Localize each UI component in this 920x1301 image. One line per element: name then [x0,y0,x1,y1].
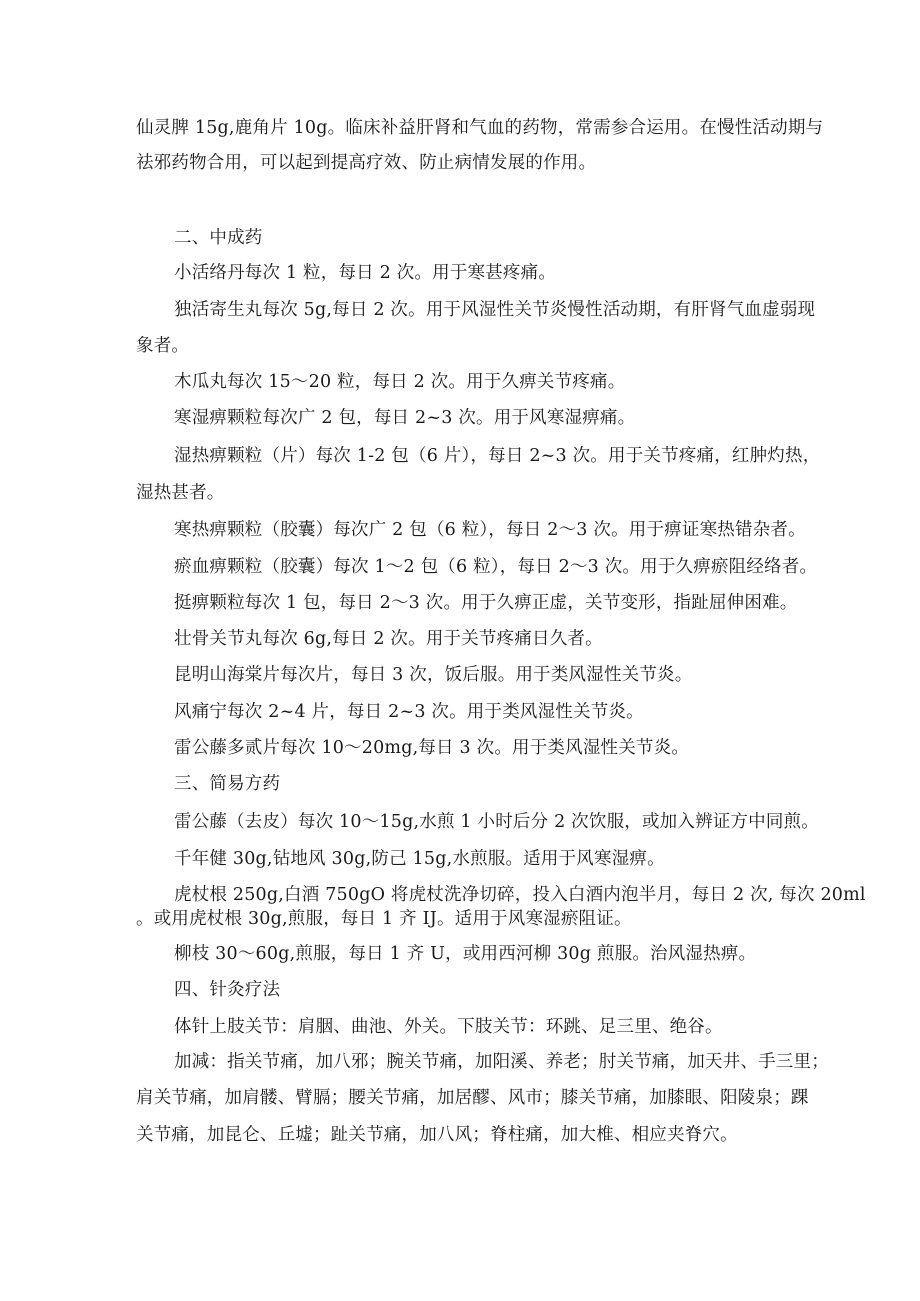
paragraph-line: 加减：指关节痛，加八邪；腕关节痛，加阳溪、养老；肘关节痛，加天井、手三里； [174,1052,829,1072]
section-heading: 二、中成药 [174,228,263,248]
paragraph-line: 寒热痹颗粒（胶囊）每次广 2 包（6 粒），每日 2～3 次。用于痹证寒热错杂者。 [174,520,806,540]
paragraph-line: 肩关节痛，加肩髅、臂膈；腰关节痛，加居醪、风市；膝关节痛，加膝眼、阳陵泉；踝 [136,1088,809,1108]
paragraph-line: 挺痹颗粒每次 1 包，每日 2～3 次。用于久痹正虚，关节变形，指趾屈伸困难。 [174,593,798,613]
paragraph-line: 千年健 30g,钻地风 30g,防己 15g,水煎服。适用于风寒湿痹。 [174,849,665,869]
paragraph-line: 象者。 [136,336,190,356]
section-heading: 三、简易方药 [174,774,281,794]
paragraph-line: 柳枝 30～60g,煎服，每日 1 齐 U，或用西河柳 30g 煎服。治风湿热痹。 [174,944,757,964]
paragraph-line: 小活络丹每次 1 粒，每日 2 次。用于寒甚疼痛。 [174,263,557,283]
paragraph-line: 祛邪药物合用，可以起到提高疗效、防止病情发展的作用。 [136,153,597,173]
section-heading: 四、针灸疗法 [174,980,281,1000]
paragraph-line: 湿热甚者。 [136,483,225,503]
paragraph-line: 。或用虎杖根 30g,煎服，每日 1 齐 IJ。适用于风寒湿瘀阻证。 [136,909,632,929]
paragraph-line: 木瓜丸每次 15～20 粒，每日 2 次。用于久痹关节疼痛。 [174,372,626,392]
paragraph-line: 瘀血痹颗粒（胶囊）每次 1～2 包（6 粒），每日 2～3 次。用于久痹瘀阻经络者。 [174,557,818,577]
paragraph-line: 风痛宁每次 2~4 片，每日 2~3 次。用于类风湿性关节炎。 [174,702,644,722]
paragraph-line: 壮骨关节丸每次 6g,每日 2 次。用于关节疼痛日久者。 [174,629,603,649]
paragraph-line: 关节痛，加昆仑、丘墟；趾关节痛，加八风；脊柱痛，加大椎、相应夹脊穴。 [136,1125,738,1145]
paragraph-line: 昆明山海棠片每次片，每日 3 次，饭后服。用于类风湿性关节炎。 [174,665,693,685]
paragraph-line: 寒湿痹颗粒每次广 2 包，每日 2~3 次。用于风寒湿痹痛。 [174,408,636,428]
paragraph-line: 湿热痹颗粒（片）每次 1-2 包（6 片），每日 2~3 次。用于关节疼痛，红肿灼热， [174,446,821,466]
paragraph-line: 雷公藤多贰片每次 10～20mg,每日 3 次。用于类风湿性关节炎。 [174,738,690,758]
paragraph-line: 独活寄生丸每次 5g,每日 2 次。用于风湿性关节炎慢性活动期，有肝肾气血虚弱现 [174,300,816,320]
paragraph-line: 虎杖根 250g,白酒 750gO 将虎杖洗净切碎，投入白酒内泡半月，每日 2 次, 每次 20ml [174,885,866,905]
paragraph-line: 雷公藤（去皮）每次 10～15g,水煎 1 小时后分 2 次饮服，或加入辨证方中同煎。 [174,812,819,832]
paragraph-line: 仙灵脾 15g,鹿角片 10g。临床补益肝肾和气血的药物，常需参合运用。在慢性活动期与 [136,118,824,138]
paragraph-line: 体针上肢关节：肩胭、曲池、外关。下肢关节：环跳、足三里、绝谷。 [174,1017,723,1037]
